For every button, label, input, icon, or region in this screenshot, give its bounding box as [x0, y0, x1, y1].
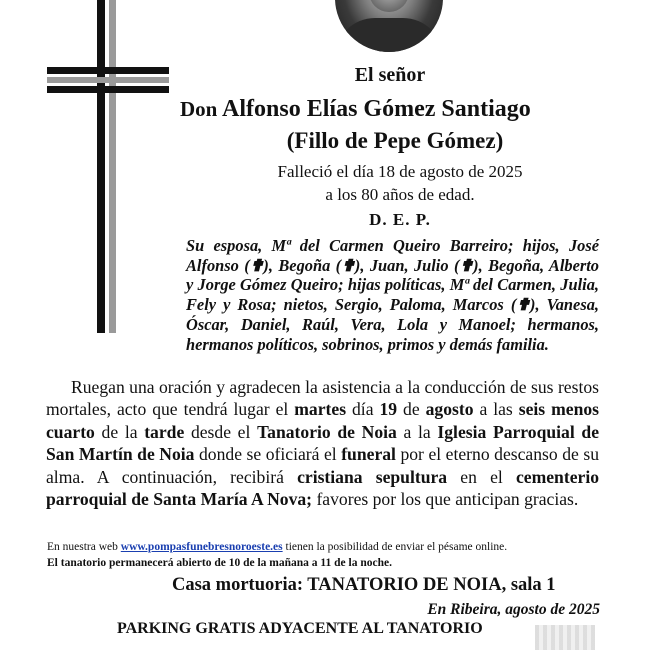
deceased-name: [180, 96, 650, 123]
web-notice: [47, 541, 607, 553]
announcement-text: día: [346, 399, 380, 420]
announcement-text: desde el: [184, 421, 258, 442]
photo-shirt: [335, 18, 443, 52]
rip-text: D. E. P.: [369, 210, 431, 229]
announcement-day: martes: [294, 399, 347, 420]
family-text: ), Vanesa, Óscar, Daniel, Raúl, Vera, Lola y Manoel; hermanos, hermanos políticos, sobrinos, primos y demás familia.: [186, 295, 599, 354]
announcement-burial: cristiana sepultura: [297, 466, 448, 487]
announcement-time-period: tarde: [144, 421, 185, 442]
announcement-cemetery: cementerio parroquial de Santa María A Nova;: [46, 466, 599, 510]
name-prefix: Don: [180, 97, 218, 121]
announcement-text: de la: [94, 421, 145, 442]
announcement-date-number: 19: [379, 399, 398, 420]
announcement-text: de: [397, 399, 426, 420]
deceased-cross-icon: ✟: [341, 255, 355, 275]
announcement-text: a las: [473, 399, 519, 420]
company-logo: [535, 625, 595, 650]
cross-vertical-bar: [97, 0, 105, 333]
announcement-paragraph: [46, 376, 599, 510]
announcement-text: a la: [396, 421, 438, 442]
announcement-text: por el eterno descanso de su alma. A continuación, recibirá: [46, 444, 599, 487]
cross-vertical-shadow: [109, 0, 116, 333]
web-notice-text: tienen la posibilidad de enviar el pésame online.: [282, 541, 508, 553]
announcement-funeral: funeral: [341, 444, 396, 465]
announcement-month: agosto: [425, 399, 474, 420]
parking-notice: PARKING GRATIS ADYACENTE AL TANATORIO: [117, 620, 483, 637]
place-date: En Ribeira, agosto de 2025: [427, 601, 600, 618]
family-text: ), Juan, Julio (: [354, 255, 460, 275]
cross-horizontal-bar-top: [47, 67, 169, 74]
intro-text: El señor: [354, 64, 426, 86]
cross-horizontal-shadow: [47, 77, 169, 83]
announcement-text: donde se oficiará el: [194, 444, 342, 465]
announcement-church: Iglesia Parroquial de San Martín de Noia: [46, 421, 600, 465]
death-date: Falleció el día 18 de agosto de 2025: [277, 162, 523, 181]
deceased-cross-icon: ✟: [249, 255, 264, 275]
family-text: Su esposa, Mª del Carmen Queiro Barreiro; hijos, José Alfonso (: [186, 236, 599, 275]
funeral-home: Casa mortuoria: TANATORIO DE NOIA, sala 1: [172, 575, 556, 595]
age: a los 80 años de edad.: [325, 185, 475, 204]
deceased-cross-icon: ✟: [516, 295, 531, 315]
family-text: ), Begoña, Alberto y Jorge Gómez Queiro; hijas políticas, Mª del Carmen, Julia, Fely y Rosa; nietos, Sergio, Paloma, Marcos (: [186, 255, 599, 315]
deceased-photo: [335, 0, 443, 52]
announcement-time: seis menos cuarto: [46, 399, 599, 442]
cross-horizontal-bar-bottom: [47, 86, 169, 93]
announcement-origin: Tanatorio de Noia: [257, 421, 397, 442]
deceased-cross-icon: ✟: [459, 255, 474, 275]
nickname: (Fillo de Pepe Gómez): [286, 128, 504, 153]
announcement-text: favores por los que anticipan gracias.: [312, 489, 579, 510]
announcement-text: en el: [447, 466, 516, 487]
opening-hours: El tanatorio permanecerá abierto de 10 de la mañana a 11 de la noche.: [47, 557, 392, 569]
announcement-text: Ruegan una oración y agradecen la asistencia a la conducción de sus restos mortales, acto que tendrá lugar el: [46, 377, 599, 420]
website-link[interactable]: www.pompasfunebresnoroeste.es: [120, 541, 283, 553]
photo-face: [369, 0, 409, 12]
web-notice-text: En nuestra web: [47, 541, 121, 553]
name-full: Alfonso Elías Gómez Santiago: [222, 96, 531, 122]
family-text: ), Begoña (: [263, 255, 342, 275]
family-paragraph: [186, 236, 599, 354]
